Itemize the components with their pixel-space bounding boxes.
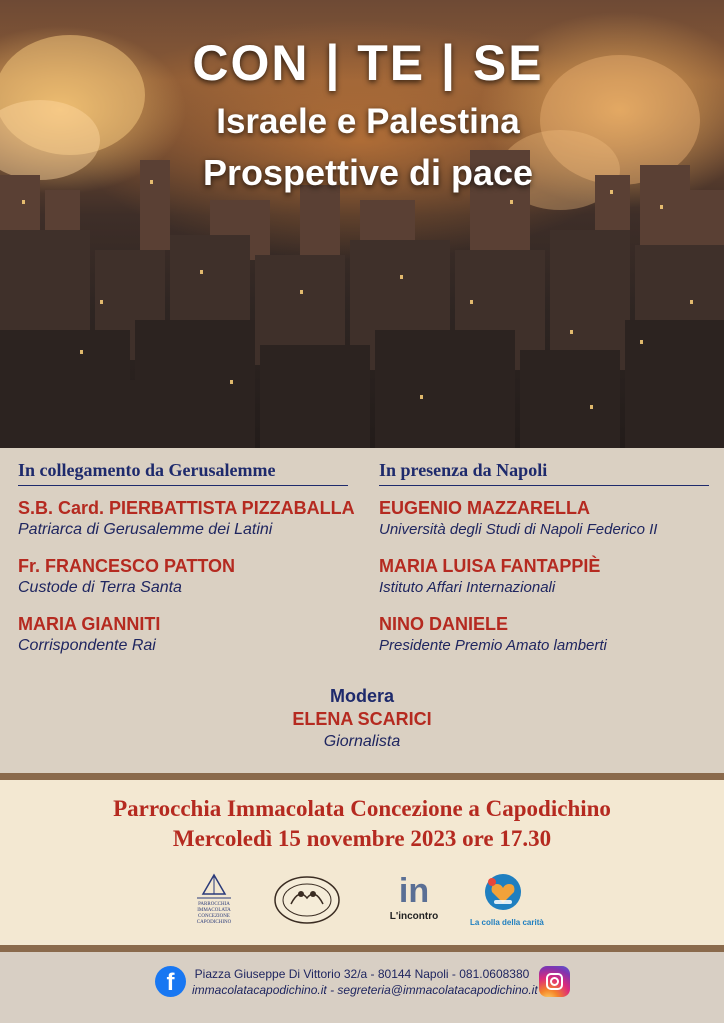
parish-contacts[interactable]: immacolatacapodichino.it - segreteria@immacolatacapodichino.it — [192, 983, 538, 997]
partner-logos — [0, 872, 724, 932]
colla-name: La colla della carità — [470, 918, 544, 927]
instagram-icon[interactable] — [539, 966, 570, 997]
remote-speakers-column — [18, 460, 355, 657]
divider-band — [0, 773, 724, 780]
colla-heart-icon — [480, 872, 526, 912]
colla-logo — [470, 872, 544, 928]
footer — [0, 952, 724, 1023]
speaker-item — [18, 497, 355, 541]
event-details — [0, 780, 724, 945]
incontro-mark: in — [398, 872, 430, 910]
remote-speakers-heading: In collegamento da Gerusalemme — [18, 460, 348, 486]
svg-text:CONCEZIONE: CONCEZIONE — [198, 914, 230, 919]
speaker-item — [379, 613, 709, 657]
contese-emblem-icon — [273, 874, 341, 926]
facebook-icon[interactable]: f — [155, 966, 186, 997]
speakers-section — [0, 448, 724, 774]
speaker-role: Istituto Affari Internazionali — [379, 579, 556, 596]
moderator-label: Modera — [329, 686, 394, 706]
incontro-name: L'incontro — [389, 911, 439, 922]
speaker-role: Patriarca di Gerusalemme dei Latini — [18, 521, 273, 538]
speaker-name: NINO DANIELE — [379, 614, 509, 634]
moderator-name: ELENA SCARICI — [292, 709, 432, 729]
speaker-role: Presidente Premio Amato lamberti — [379, 637, 607, 654]
speaker-name: EUGENIO MAZZARELLA — [379, 498, 590, 518]
speaker-item — [18, 613, 348, 657]
svg-text:IMMACOLATA: IMMACOLATA — [197, 908, 231, 913]
speaker-name: Fr. FRANCESCO PATTON — [18, 556, 236, 576]
event-date: Mercoledì 15 novembre 2023 ore 17.30 — [172, 826, 552, 851]
event-subtitle: Israele e Palestina — [216, 102, 520, 141]
moderator-block — [0, 685, 724, 753]
divider-band — [0, 945, 724, 952]
parish-address: Piazza Giuseppe Di Vittorio 32/a - 80144 Napoli - 081.0608380 — [194, 967, 530, 981]
speaker-role: Università degli Studi di Napoli Federico II — [379, 521, 658, 538]
hero-image — [0, 0, 724, 448]
speaker-name: MARIA GIANNITI — [18, 614, 161, 634]
speaker-name: MARIA LUISA FANTAPPIÈ — [379, 556, 601, 576]
event-venue: Parrocchia Immacolata Concezione a Capodichino — [113, 796, 611, 821]
svg-text:PARROCCHIA: PARROCCHIA — [198, 902, 230, 907]
event-title: CON | TE | SE — [192, 35, 544, 91]
speaker-name: S.B. Card. PIERBATTISTA PIZZABALLA — [18, 498, 355, 518]
local-speakers-heading: In presenza da Napoli — [379, 460, 709, 486]
speaker-role: Corrispondente Rai — [18, 637, 156, 654]
speaker-item — [18, 555, 348, 599]
incontro-logo — [386, 872, 442, 928]
svg-text:CAPODICHINO: CAPODICHINO — [196, 920, 232, 925]
speaker-item — [379, 497, 709, 541]
local-speakers-column — [379, 460, 709, 657]
moderator-role: Giornalista — [323, 733, 401, 750]
event-tagline: Prospettive di pace — [202, 152, 534, 193]
speaker-role: Custode di Terra Santa — [18, 579, 182, 596]
speaker-item — [379, 555, 709, 599]
parish-logo-icon — [193, 872, 235, 928]
